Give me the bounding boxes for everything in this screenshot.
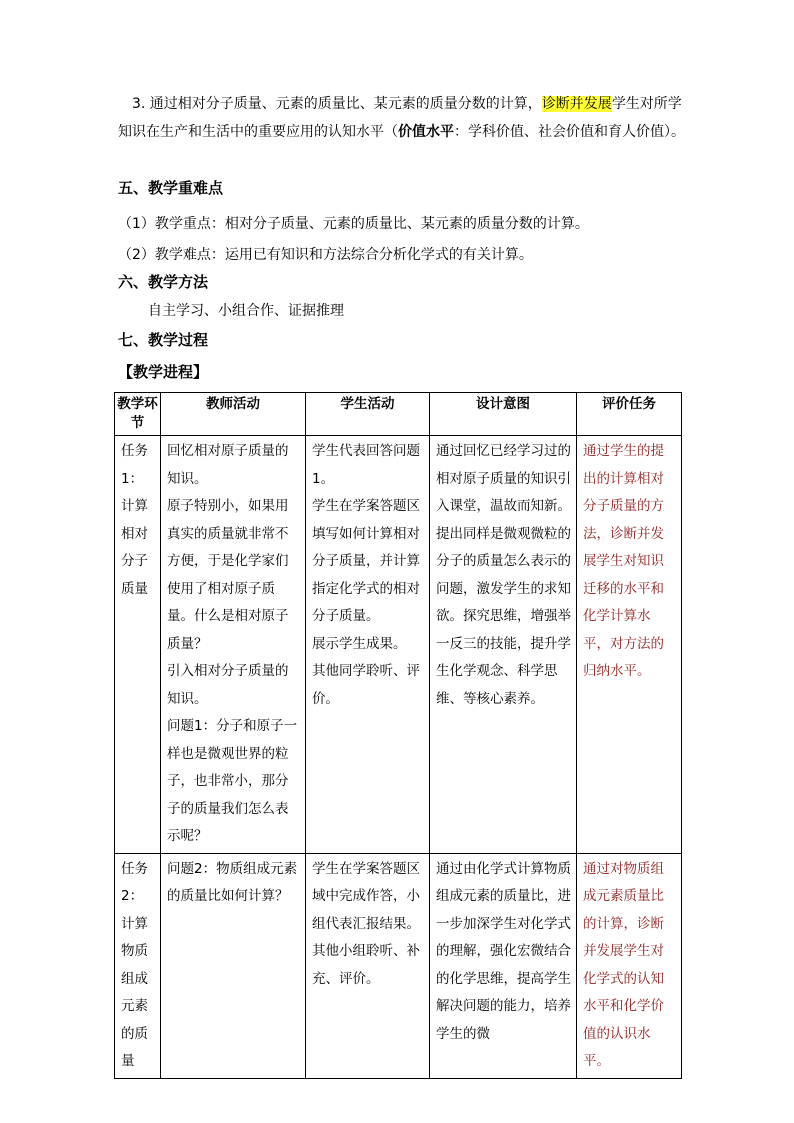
teacher-activity-cell [161,853,306,1078]
objective-text-tail: ：学科价值、社会价值和育人价值）。 [454,124,685,140]
student-paragraph: 学生在学案答题区域中完成作答，小组代表汇报结果。 [312,860,420,932]
student-paragraph: 其他同学聆听、评价。 [312,663,420,707]
header-design-intent: 设计意图 [430,393,577,436]
process-subtitle: 【教学进程】 [118,363,209,381]
table-header-row [115,393,682,436]
teacher-paragraph: 回忆相对原子质量的知识。 [167,443,289,487]
teacher-paragraph: 问题1：分子和原子一样也是微观世界的粒子，也非常小，那分子的质量我们怎么表示呢？ [167,718,298,844]
stage-cell: 任务1：计算相对分子质量 [115,436,161,854]
teaching-key-point: （1）教学重点：相对分子质量、元素的质量比、某元素的质量分数的计算。 [118,216,589,232]
table-row [115,853,682,1078]
objective-text: 3. 通过相对分子质量、元素的质量比、某元素的质量分数的计算， [132,96,542,112]
value-level-label: 价值水平 [398,124,454,140]
section-heading-key-points: 五、教学重难点 [118,179,224,197]
header-evaluation-task: 评价任务 [577,393,682,436]
evaluation-task-cell: 通过学生的提出的计算相对分子质量的方法，诊断并发展学生对知识迁移的水平和化学计算水平，对方法的归纳水平。 [577,436,682,854]
objective-paragraph-3 [118,90,688,146]
section-heading-methods: 六、教学方法 [118,273,209,291]
design-intent-cell: 通过由化学式计算物质组成元素的质量比，进一步加深学生对化学式的理解，强化宏微结合的化学思维，提高学生解决问题的能力，培养学生的微 [430,853,577,1078]
highlighted-text: 诊断并发展 [541,96,612,112]
stage-cell: 任务2：计算物质组成元素的质量 [115,853,161,1078]
table-row [115,436,682,854]
teaching-methods: 自主学习、小组合作、证据推理 [148,303,344,319]
student-activity-cell [306,436,430,854]
student-paragraph: 学生在学案答题区填写如何计算相对分子质量，并计算指定化学式的相对分子质量。 [312,498,420,624]
teacher-paragraph: 问题2：物质组成元素的质量比如何计算？ [167,860,298,904]
header-student-activity: 学生活动 [306,393,430,436]
evaluation-task-cell: 通过对物质组成元素质量比的计算，诊断并发展学生对化学式的认知水平和化学价值的认识水平。 [577,853,682,1078]
objective-text-continued: 学生对所学知识在生产和生活中的重要应用的认知水平（ [118,96,682,140]
teaching-process-table [114,392,682,1079]
section-heading-process: 七、教学过程 [118,331,209,349]
design-intent-cell: 通过回忆已经学习过的相对原子质量的知识引入课堂，温故而知新。提出同样是微观微粒的分子的质量怎么表示的问题，激发学生的求知欲。探究思维，增强举一反三的技能，提升学生化学观念、科学思维、等核心素养。 [430,436,577,854]
student-paragraph: 展示学生成果。 [312,635,407,652]
student-activity-cell [306,853,430,1078]
teacher-paragraph: 原子特别小，如果用真实的质量就非常不方便，于是化学家们使用了相对原子质量。什么是相对原子质量？ [167,498,289,652]
student-paragraph: 学生代表回答问题1。 [312,443,420,487]
header-teacher-activity: 教师活动 [161,393,306,436]
teacher-activity-cell [161,436,306,854]
teacher-paragraph: 引入相对分子质量的知识。 [167,663,289,707]
header-stage: 教学环节 [115,393,161,436]
student-paragraph: 其他小组聆听、补充、评价。 [312,943,420,987]
teaching-difficulty: （2）教学难点：运用已有知识和方法综合分析化学式的有关计算。 [118,247,533,263]
